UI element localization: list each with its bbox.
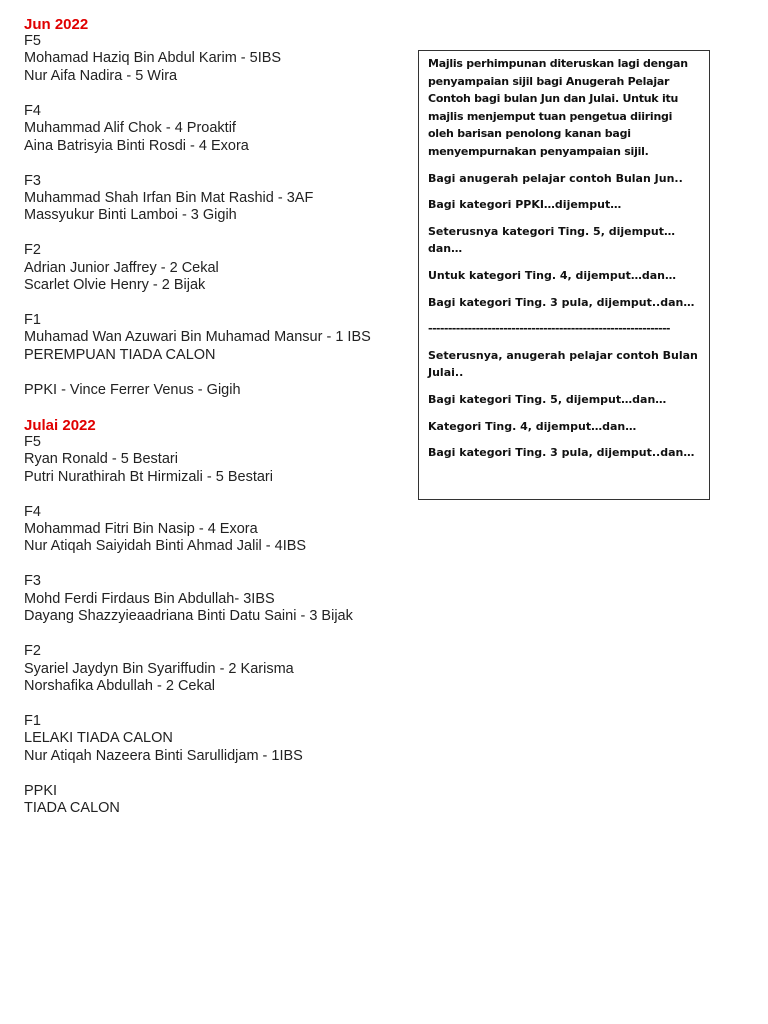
form-group-f4 [24,504,414,556]
student-entry: Mohammad Fitri Bin Nasip - 4 Exora [24,520,258,537]
form-label: F1 [24,712,41,729]
form-group-f3 [24,573,414,625]
ceremony-notes-box [418,50,710,500]
student-entry: Aina Batrisyia Binti Rosdi - 4 Exora [24,137,249,154]
student-entry: Muhammad Alif Chok - 4 Proaktif [24,120,236,137]
award-list [24,16,414,835]
form-group-ppki [24,382,414,399]
notes-jun-item: Bagi kategori PPKI…dijemput… [428,198,622,212]
student-entry: Dayang Shazzyieaadriana Binti Datu Saini - 3 Bijak [24,608,353,625]
form-label: F3 [24,573,41,590]
form-group-f4 [24,103,414,155]
student-entry: Massyukur Binti Lamboi - 3 Gigih [24,207,237,224]
notes-julai-item: Bagi kategori Ting. 5, dijemput…dan… [428,392,667,406]
notes-intro: Majlis perhimpunan diteruskan lagi dengan penyampaian sijil bagi Anugerah Pelajar Contoh bagi bulan Jun dan Julai. Untuk itu majlis menjemput tuan pengetua diiringi oleh barisan penolong kanan bagi menyempurnakan penyampaian sijil. [428,57,688,158]
student-entry: Scarlet Olvie Henry - 2 Bijak [24,277,206,294]
student-entry: Mohd Ferdi Firdaus Bin Abdullah- 3IBS [24,590,275,607]
student-entry: PEREMPUAN TIADA CALON [24,346,216,363]
form-group-f1 [24,713,414,765]
notes-jun-heading: Bagi anugerah pelajar contoh Bulan Jun.. [428,171,683,185]
notes-separator: ------------------------------------------------------------- [428,322,670,336]
notes-jun-item: Bagi kategori Ting. 3 pula, dijemput..dan… [428,295,695,309]
form-label: PPKI [24,782,58,799]
form-label: F5 [24,33,41,49]
form-label: F5 [24,433,41,450]
month-heading: Jun 2022 [24,16,89,33]
student-entry: Adrian Junior Jaffrey - 2 Cekal [24,259,219,276]
student-entry: Muhamad Wan Azuwari Bin Muhamad Mansur - 1 IBS [24,329,371,346]
form-group-f2 [24,643,414,695]
notes-julai-heading: Seterusnya, anugerah pelajar contoh Bulan Julai.. [428,348,698,380]
form-label: F2 [24,242,41,259]
form-group-f2 [24,242,414,294]
form-label: F1 [24,312,41,329]
student-entry: Mohamad Haziq Bin Abdul Karim - 5IBS [24,50,282,67]
form-label: F4 [24,102,41,119]
month-section-jun [24,16,414,399]
student-entry: TIADA CALON [24,800,120,817]
form-group-ppki [24,783,414,818]
notes-julai-item: Kategori Ting. 4, dijemput…dan… [428,419,637,433]
month-heading: Julai 2022 [24,416,96,434]
student-entry: Nur Atiqah Nazeera Binti Sarullidjam - 1IBS [24,747,303,764]
student-entry: Norshafika Abdullah - 2 Cekal [24,677,216,694]
form-group-f5 [24,33,414,85]
form-label: F4 [24,503,41,520]
student-entry: LELAKI TIADA CALON [24,730,173,747]
student-entry: Nur Aifa Nadira - 5 Wira [24,67,178,84]
ppki-entry: PPKI - Vince Ferrer Venus - Gigih [24,381,241,398]
form-group-f1 [24,312,414,364]
form-label: F3 [24,172,41,189]
notes-jun-item: Seterusnya kategori Ting. 5, dijemput…dan… [428,224,676,256]
notes-jun-item: Untuk kategori Ting. 4, dijemput…dan… [428,268,676,282]
student-entry: Nur Atiqah Saiyidah Binti Ahmad Jalil - 4IBS [24,538,307,555]
form-group-f5 [24,434,414,486]
student-entry: Putri Nurathirah Bt Hirmizali - 5 Bestari [24,468,273,485]
form-label: F2 [24,643,41,660]
student-entry: Muhammad Shah Irfan Bin Mat Rashid - 3AF [24,189,314,206]
notes-julai-item: Bagi kategori Ting. 3 pula, dijemput..dan… [428,446,695,460]
form-group-f3 [24,173,414,225]
student-entry: Syariel Jaydyn Bin Syariffudin - 2 Karisma [24,660,294,677]
month-section-julai [24,417,414,818]
student-entry: Ryan Ronald - 5 Bestari [24,451,178,468]
